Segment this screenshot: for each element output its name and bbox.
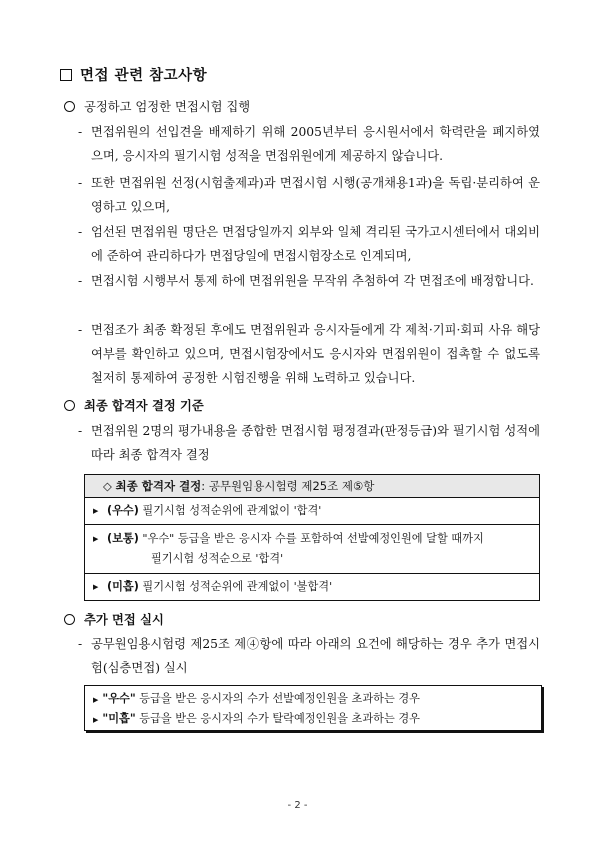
list-item: - 면접위원의 선입견을 배제하기 위해 2005년부터 응시원서에서 학력란을 폐지하였으며, 응시자의 필기시험 성적을 면접위원에게 제공하지 않습니다. (78, 125, 540, 163)
section-heading-final-pass: 최종 합격자 결정 기준 (64, 396, 204, 414)
additional-interview-conditions-box (84, 685, 542, 731)
section-heading-additional-interview: 추가 면접 실시 (64, 610, 164, 628)
square-bullet-icon (60, 69, 72, 81)
list-item: - 엄선된 면접위원 명단은 면접당일까지 외부와 일체 격리된 국가고시센터에서 대외비에 준하여 관리하다가 면접당일에 면접시험장소로 인계되며, (78, 225, 540, 263)
circle-bullet-icon (64, 400, 75, 411)
circle-bullet-icon (64, 101, 75, 112)
list-item: - 공무원임용시험령 제25조 제④항에 따라 아래의 요건에 해당하는 경우 추가 면접시험(심층면접) 실시 (78, 637, 540, 675)
page-number: - 2 - (287, 800, 308, 811)
page-title: 면접 관련 참고사항 (60, 64, 207, 85)
triangle-bullet-icon: ▶ (93, 583, 99, 591)
table-row: ▶ (우수) 필기시험 성적순위에 관계없이 '합격' (85, 498, 539, 524)
diamond-icon: ◇ (103, 479, 112, 493)
triangle-bullet-icon: ▶ (93, 535, 99, 543)
triangle-bullet-icon: ▶ (93, 507, 99, 515)
triangle-bullet-icon: ▶ (93, 696, 99, 704)
triangle-bullet-icon: ▶ (93, 716, 99, 724)
condition-item: ▶ "우수" 등급을 받은 응시자의 수가 선발예정인원을 초과하는 경우 (93, 692, 420, 705)
list-item: - 면접위원 2명의 평가내용을 종합한 면접시험 평정결과(판정등급)와 필기시험 성적에 따라 최종 합격자 결정 (78, 424, 540, 462)
section-heading-fair-exam: 공정하고 엄정한 면접시험 집행 (64, 97, 250, 115)
table-row: ▶ (미흡) 필기시험 성적순위에 관계없이 '불합격' (85, 573, 539, 600)
decision-criteria-table (84, 474, 540, 601)
table-header: ◇ 최종 합격자 결정: 공무원임용시험령 제25조 제⑤항 (85, 475, 539, 498)
circle-bullet-icon (64, 614, 75, 625)
condition-item: ▶ "미흡" 등급을 받은 응시자의 수가 탈락예정인원을 초과하는 경우 (93, 712, 420, 725)
list-item: - 면접시험 시행부서 통제 하에 면접위원을 무작위 추첨하여 각 면접조에 배정합니다. (78, 274, 534, 288)
list-item: - 또한 면접위원 선정(시험출제과)과 면접시험 시행(공개채용1과)을 독립·분리하여 운영하고 있으며, (78, 176, 540, 214)
list-item: - 면접조가 최종 확정된 후에도 면접위원과 응시자들에게 각 제척·기피·회피 사유 해당여부를 확인하고 있으며, 면접시험장에서도 응시자와 면접위원이 접촉할 수 없도록 철저히 통제하여 공정한 시험진행을 위해 노력하고 있습니다. (78, 323, 540, 385)
table-row: ▶ (보통) "우수" 등급을 받은 응시자 수를 포함하여 선발예정인원에 달할 때까지 필기시험 성적순으로 '합격' (85, 524, 539, 573)
